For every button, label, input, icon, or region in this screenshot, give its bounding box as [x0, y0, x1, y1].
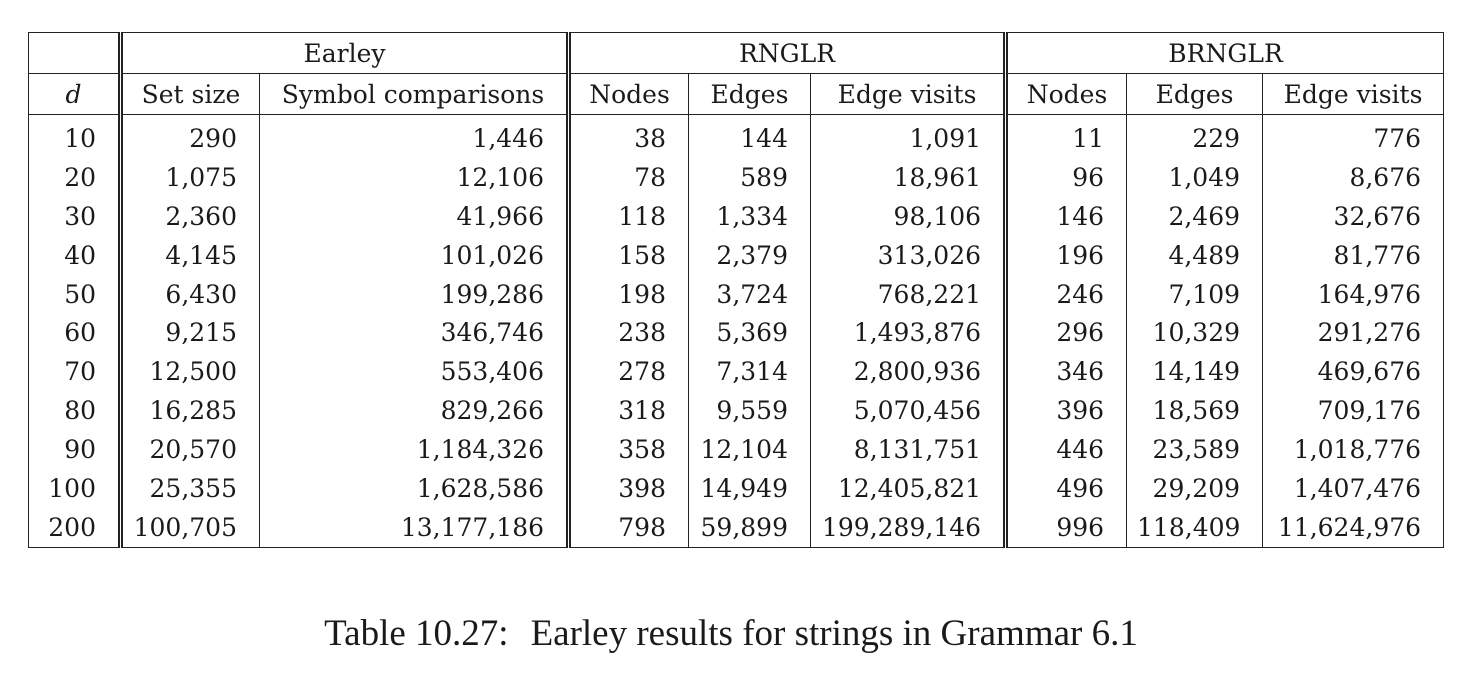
cell-brnglr-edge-visits: 1,018,776 [1263, 430, 1444, 469]
cell-d: 100 [29, 469, 121, 508]
cell-rnglr-edges: 1,334 [689, 197, 811, 236]
cell-brnglr-edge-visits: 776 [1263, 115, 1444, 158]
cell-rnglr-nodes: 318 [569, 391, 689, 430]
cell-brnglr-edge-visits: 32,676 [1263, 197, 1444, 236]
cell-symbol-comparisons: 1,446 [260, 115, 569, 158]
cell-rnglr-edges: 2,379 [689, 236, 811, 275]
cell-d: 20 [29, 158, 121, 197]
cell-set-size: 12,500 [121, 352, 260, 391]
table-row [29, 508, 1444, 547]
cell-symbol-comparisons: 829,266 [260, 391, 569, 430]
cell-rnglr-edges: 7,314 [689, 352, 811, 391]
cell-rnglr-nodes: 398 [569, 469, 689, 508]
cell-set-size: 100,705 [121, 508, 260, 547]
cell-set-size: 20,570 [121, 430, 260, 469]
cell-rnglr-edge-visits: 313,026 [811, 236, 1006, 275]
cell-rnglr-edges: 3,724 [689, 275, 811, 314]
cell-d: 70 [29, 352, 121, 391]
cell-d: 80 [29, 391, 121, 430]
cell-rnglr-edge-visits: 98,106 [811, 197, 1006, 236]
cell-rnglr-edge-visits: 2,800,936 [811, 352, 1006, 391]
cell-brnglr-edges: 118,409 [1127, 508, 1263, 547]
cell-rnglr-edges: 14,949 [689, 469, 811, 508]
table-row [29, 313, 1444, 352]
column-header-brnglr-edge-visits: Edge visits [1263, 74, 1444, 115]
table-row [29, 352, 1444, 391]
cell-d: 50 [29, 275, 121, 314]
cell-set-size: 9,215 [121, 313, 260, 352]
cell-d: 200 [29, 508, 121, 547]
cell-rnglr-nodes: 158 [569, 236, 689, 275]
cell-brnglr-edges: 29,209 [1127, 469, 1263, 508]
cell-brnglr-nodes: 996 [1006, 508, 1127, 547]
cell-rnglr-edge-visits: 18,961 [811, 158, 1006, 197]
cell-rnglr-edges: 144 [689, 115, 811, 158]
cell-rnglr-nodes: 78 [569, 158, 689, 197]
table-row [29, 236, 1444, 275]
results-table-container [28, 32, 1443, 548]
group-header-brnglr: BRNGLR [1006, 33, 1444, 74]
cell-rnglr-edge-visits: 199,289,146 [811, 508, 1006, 547]
caption-label: Table 10.27: [324, 613, 509, 654]
cell-brnglr-edge-visits: 1,407,476 [1263, 469, 1444, 508]
cell-brnglr-edge-visits: 8,676 [1263, 158, 1444, 197]
cell-rnglr-nodes: 118 [569, 197, 689, 236]
cell-set-size: 4,145 [121, 236, 260, 275]
table-row [29, 275, 1444, 314]
cell-rnglr-edge-visits: 1,091 [811, 115, 1006, 158]
cell-brnglr-nodes: 146 [1006, 197, 1127, 236]
column-header-brnglr-edges: Edges [1127, 74, 1263, 115]
cell-rnglr-nodes: 798 [569, 508, 689, 547]
group-header-rnglr: RNGLR [569, 33, 1006, 74]
cell-brnglr-edges: 2,469 [1127, 197, 1263, 236]
cell-rnglr-edges: 12,104 [689, 430, 811, 469]
cell-brnglr-edges: 7,109 [1127, 275, 1263, 314]
group-header-row [29, 33, 1444, 74]
column-header-rnglr-edge-visits: Edge visits [811, 74, 1006, 115]
cell-rnglr-edge-visits: 5,070,456 [811, 391, 1006, 430]
table-row [29, 197, 1444, 236]
cell-brnglr-edges: 18,569 [1127, 391, 1263, 430]
cell-d: 60 [29, 313, 121, 352]
cell-brnglr-nodes: 396 [1006, 391, 1127, 430]
earley-results-table [28, 32, 1444, 548]
cell-rnglr-edge-visits: 1,493,876 [811, 313, 1006, 352]
cell-rnglr-nodes: 238 [569, 313, 689, 352]
table-row [29, 115, 1444, 158]
cell-rnglr-edge-visits: 768,221 [811, 275, 1006, 314]
cell-d: 90 [29, 430, 121, 469]
cell-rnglr-edges: 589 [689, 158, 811, 197]
table-body [29, 115, 1444, 548]
cell-rnglr-edges: 9,559 [689, 391, 811, 430]
cell-brnglr-edge-visits: 164,976 [1263, 275, 1444, 314]
cell-symbol-comparisons: 1,628,586 [260, 469, 569, 508]
cell-brnglr-edge-visits: 81,776 [1263, 236, 1444, 275]
cell-rnglr-nodes: 198 [569, 275, 689, 314]
cell-symbol-comparisons: 1,184,326 [260, 430, 569, 469]
cell-brnglr-edges: 10,329 [1127, 313, 1263, 352]
table-row [29, 391, 1444, 430]
table-row [29, 469, 1444, 508]
cell-brnglr-edges: 14,149 [1127, 352, 1263, 391]
cell-set-size: 16,285 [121, 391, 260, 430]
cell-rnglr-nodes: 278 [569, 352, 689, 391]
corner-cell [29, 33, 121, 74]
cell-set-size: 2,360 [121, 197, 260, 236]
table-row [29, 430, 1444, 469]
column-header-row [29, 74, 1444, 115]
group-header-earley: Earley [121, 33, 569, 74]
cell-brnglr-edges: 4,489 [1127, 236, 1263, 275]
cell-brnglr-nodes: 96 [1006, 158, 1127, 197]
cell-symbol-comparisons: 12,106 [260, 158, 569, 197]
cell-brnglr-edges: 229 [1127, 115, 1263, 158]
cell-rnglr-nodes: 358 [569, 430, 689, 469]
column-header-set-size: Set size [121, 74, 260, 115]
cell-brnglr-edge-visits: 291,276 [1263, 313, 1444, 352]
cell-set-size: 1,075 [121, 158, 260, 197]
cell-symbol-comparisons: 553,406 [260, 352, 569, 391]
cell-set-size: 290 [121, 115, 260, 158]
cell-brnglr-edge-visits: 11,624,976 [1263, 508, 1444, 547]
cell-brnglr-nodes: 346 [1006, 352, 1127, 391]
column-header-brnglr-nodes: Nodes [1006, 74, 1127, 115]
caption-text: Earley results for strings in Grammar 6.1 [530, 613, 1138, 654]
cell-symbol-comparisons: 41,966 [260, 197, 569, 236]
cell-brnglr-nodes: 446 [1006, 430, 1127, 469]
cell-d: 40 [29, 236, 121, 275]
cell-brnglr-nodes: 496 [1006, 469, 1127, 508]
cell-brnglr-nodes: 196 [1006, 236, 1127, 275]
column-header-symbol-comparisons: Symbol comparisons [260, 74, 569, 115]
cell-brnglr-edges: 23,589 [1127, 430, 1263, 469]
table-row [29, 158, 1444, 197]
cell-d: 30 [29, 197, 121, 236]
cell-brnglr-edge-visits: 709,176 [1263, 391, 1444, 430]
table-caption [0, 612, 1462, 655]
column-header-rnglr-nodes: Nodes [569, 74, 689, 115]
cell-brnglr-nodes: 11 [1006, 115, 1127, 158]
cell-brnglr-nodes: 296 [1006, 313, 1127, 352]
column-header-rnglr-edges: Edges [689, 74, 811, 115]
cell-symbol-comparisons: 101,026 [260, 236, 569, 275]
cell-brnglr-nodes: 246 [1006, 275, 1127, 314]
cell-rnglr-edge-visits: 12,405,821 [811, 469, 1006, 508]
cell-symbol-comparisons: 346,746 [260, 313, 569, 352]
cell-rnglr-edges: 59,899 [689, 508, 811, 547]
cell-rnglr-edge-visits: 8,131,751 [811, 430, 1006, 469]
column-header-d: d [29, 74, 121, 115]
cell-set-size: 25,355 [121, 469, 260, 508]
cell-symbol-comparisons: 199,286 [260, 275, 569, 314]
cell-brnglr-edges: 1,049 [1127, 158, 1263, 197]
cell-d: 10 [29, 115, 121, 158]
cell-rnglr-edges: 5,369 [689, 313, 811, 352]
cell-set-size: 6,430 [121, 275, 260, 314]
cell-rnglr-nodes: 38 [569, 115, 689, 158]
cell-brnglr-edge-visits: 469,676 [1263, 352, 1444, 391]
cell-symbol-comparisons: 13,177,186 [260, 508, 569, 547]
